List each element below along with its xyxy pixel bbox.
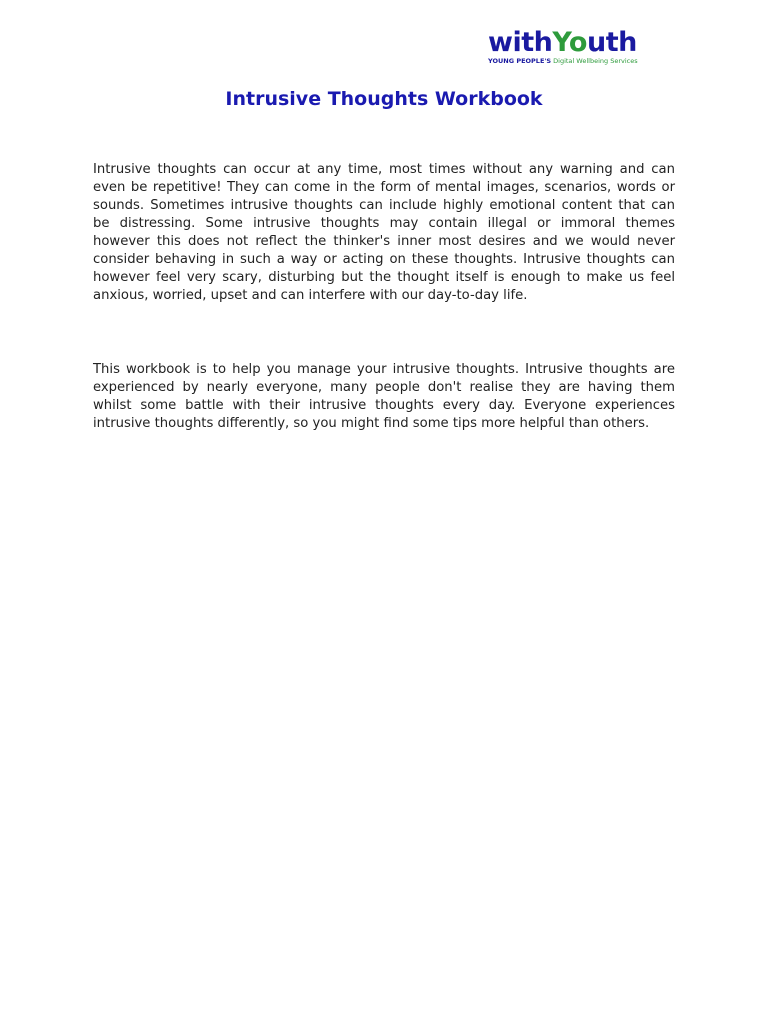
logo-y-text: Y	[552, 27, 569, 58]
paragraph-intro: Intrusive thoughts can occur at any time, most times without any warning and can even be repetitive! They can come in the form of mental images, scenarios, words or sounds. Sometimes intrusive thoughts can include highly emotional content that can be distressing. Some intrusive thoughts may contain illegal or immoral themes however this does not reflect the thinker's inner most desires and we would never consider behaving in such a way or acting on these thoughts. Intrusive thoughts can however feel very scary, disturbing but the thought itself is enough to make us feel anxious, worried, upset and can interfere with our day-to-day life.	[93, 162, 675, 303]
document-title: Intrusive Thoughts Workbook	[225, 88, 543, 110]
logo-with-text: with	[488, 27, 553, 58]
logo-o-text: o	[568, 27, 587, 58]
logo-tagline-rest: Digital Wellbeing Services	[551, 57, 638, 65]
logo-wordmark	[488, 28, 648, 58]
paragraph-workbook-purpose: This workbook is to help you manage your intrusive thoughts. Intrusive thoughts are experienced by nearly everyone, many people don't realise they are having them whilst some battle with their intrusive thoughts every day. Everyone experiences intrusive thoughts differently, so you might find some tips more helpful than others.	[93, 362, 675, 431]
withyouth-logo	[488, 28, 648, 68]
logo-tagline-bold: YOUNG PEOPLE'S	[488, 57, 552, 65]
logo-tagline	[488, 57, 648, 65]
logo-uth-text: uth	[586, 27, 637, 58]
